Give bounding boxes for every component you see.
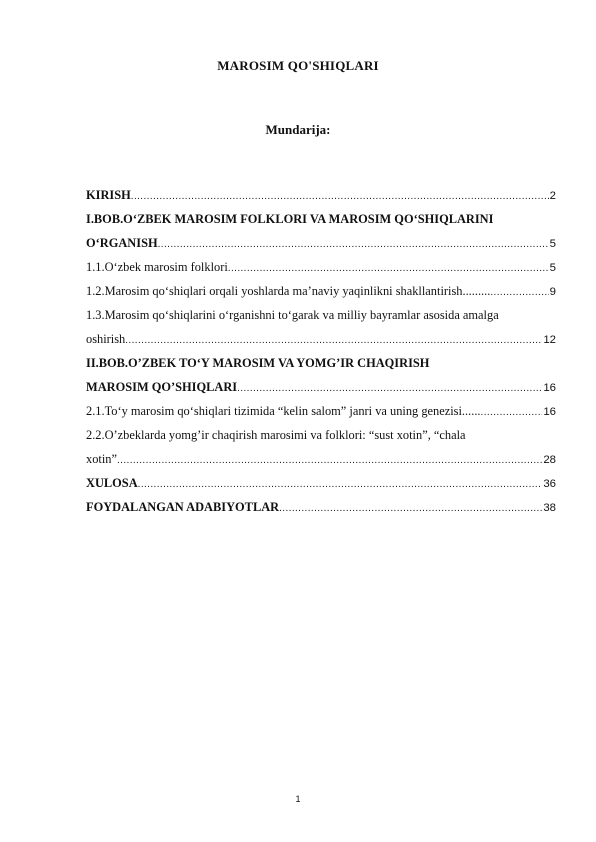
toc-entry-label: O‘RGANISH xyxy=(86,236,158,250)
leader-dots xyxy=(131,188,549,206)
toc-entry-label-line1: 2.2.O’zbeklarda yomg’ir chaqirish marosimi va folklori: “sust xotin”, “chala xyxy=(86,428,466,442)
toc-entry-label-line1: 1.3.Marosim qo‘shiqlarini o‘rganishni to‘garak va milliy bayramlar asosida amalga xyxy=(86,308,499,322)
leader-dots xyxy=(138,476,543,494)
leader-dots xyxy=(237,380,542,398)
toc-page-number: 5 xyxy=(549,238,556,250)
leader-dots xyxy=(158,236,549,254)
toc-page-number: 5 xyxy=(549,262,556,274)
toc-entry-label: 2.1.To‘y marosim qo‘shiqlari tizimida “kelin salom” janri va uning genezisi...... xyxy=(86,404,481,418)
toc-entry-xulosa[interactable] xyxy=(86,474,556,498)
table-of-contents xyxy=(86,186,556,516)
toc-page-number: 38 xyxy=(543,502,556,514)
toc-page-number: 9 xyxy=(549,286,556,298)
leader-dots xyxy=(279,500,542,518)
toc-heading: Mundarija: xyxy=(265,122,331,137)
toc-entry-chapter-1[interactable] xyxy=(86,210,556,258)
toc-entry-2-1[interactable] xyxy=(86,402,556,426)
toc-page-number: 2 xyxy=(549,190,556,202)
page-number: 1 xyxy=(295,794,301,804)
toc-entry-label: oshirish xyxy=(86,332,126,346)
leader-dots xyxy=(117,452,542,470)
toc-entry-chapter-2[interactable] xyxy=(86,354,556,402)
toc-entry-label: xotin” xyxy=(86,452,117,466)
toc-page-number: 36 xyxy=(543,478,556,490)
toc-entry-2-2[interactable] xyxy=(86,426,556,474)
toc-entry-1-3[interactable] xyxy=(86,306,556,354)
leader-dots xyxy=(125,332,542,350)
toc-entry-label: FOYDALANGAN ADABIYOTLAR xyxy=(86,500,280,514)
toc-page-number: 16 xyxy=(543,406,556,418)
leader-dots xyxy=(490,284,548,302)
toc-entry-label: KIRISH xyxy=(86,188,131,202)
toc-entry-label-line1: I.BOB.O‘ZBEK MAROSIM FOLKLORI VA MAROSIM QO‘SHIQLARINI xyxy=(86,212,494,226)
toc-entry-label: 1.2.Marosim qo‘shiqlari orqali yoshlarda ma’naviy yaqinlikni shakllantirish......... xyxy=(86,284,491,298)
toc-entry-label: XULOSA xyxy=(86,476,138,490)
toc-entry-label: MAROSIM QO’SHIQLARI xyxy=(86,380,238,394)
leader-dots xyxy=(228,260,549,278)
toc-entry-label: 1.1.O‘zbek marosim folklori xyxy=(86,260,228,274)
toc-entry-kirish[interactable] xyxy=(86,186,556,210)
toc-page-number: 28 xyxy=(543,454,556,466)
toc-page-number: 16 xyxy=(543,382,556,394)
leader-dots xyxy=(481,404,543,422)
toc-entry-label-line1: II.BOB.O’ZBEK TO‘Y MAROSIM VA YOMG’IR CHAQIRISH xyxy=(86,356,430,370)
toc-entry-1-2[interactable] xyxy=(86,282,556,306)
toc-entry-adabiyotlar[interactable] xyxy=(86,498,556,516)
toc-page-number: 12 xyxy=(543,334,556,346)
document-title: MAROSIM QO'SHIQLARI xyxy=(217,58,379,73)
toc-entry-1-1[interactable] xyxy=(86,258,556,282)
